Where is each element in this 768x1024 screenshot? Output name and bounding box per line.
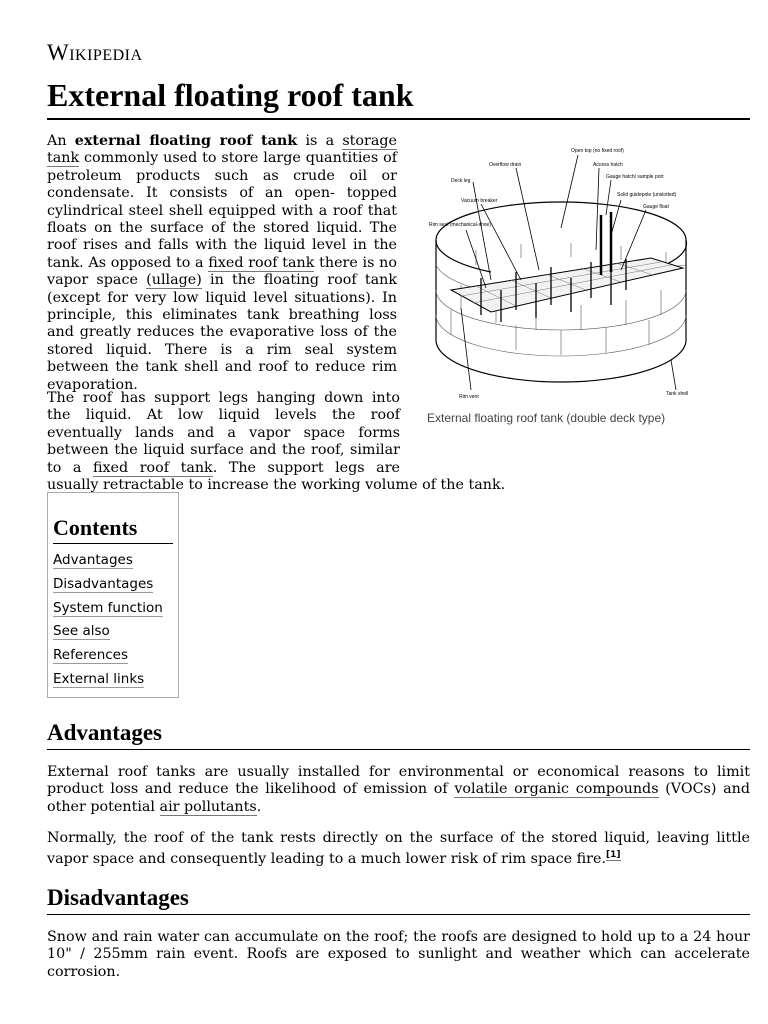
tank-diagram bbox=[421, 140, 701, 405]
support-legs-text: The roof has support legs hanging down into the liquid. At low liquid levels the roof eventually lands and a vapor space forms between the liquid surface and the roof, similar to a fixed roof tank. The support legs are usually retractable to increase the working volume of the tank. bbox=[47, 390, 506, 494]
page-title: External floating roof tank bbox=[47, 75, 750, 120]
toc-item-system-function[interactable]: System function bbox=[53, 599, 163, 616]
toc-item-references[interactable]: References bbox=[53, 647, 129, 664]
link-fixed-roof-tank-2[interactable]: fixed roof tank bbox=[92, 459, 213, 476]
toc-item-see-also[interactable]: See also bbox=[53, 623, 110, 640]
label-gauge-float: Gauge float bbox=[643, 204, 669, 210]
link-air-pollutants[interactable]: air pollutants bbox=[159, 798, 257, 815]
label-rim-seal: Rim seal (mechanical-shoe) bbox=[429, 222, 491, 228]
label-deck-leg: Deck leg bbox=[451, 178, 471, 184]
support-legs-paragraph bbox=[47, 390, 750, 494]
label-tank-shell: Tank shell bbox=[666, 391, 689, 397]
link-volatile-organic-compounds[interactable]: volatile organic compounds bbox=[454, 781, 659, 798]
link-fixed-roof-tank[interactable]: fixed roof tank bbox=[208, 254, 315, 271]
label-rim-vent: Rim vent bbox=[459, 394, 479, 400]
advantages-paragraph-1: External roof tanks are usually installed for environmental or economical reasons to limit product loss and reduce the likelihood of emission of volatile organic compounds (VOCs) and other potential air pollutants. bbox=[47, 764, 750, 815]
link-storage-tank[interactable]: storage tank bbox=[47, 133, 397, 167]
lead-bold-term: external floating roof tank bbox=[74, 133, 298, 149]
advantages-paragraph-2: Normally, the roof of the tank rests directly on the surface of the stored liquid, leaving little vapor space and consequently leading to a much lower risk of rim space fire.[1] bbox=[47, 830, 750, 868]
label-gauge-hatch: Gauge hatch/ sample port bbox=[606, 174, 664, 180]
label-overflow-drain: Overflow drain bbox=[489, 162, 522, 168]
label-open-top: Open top (no fixed roof) bbox=[571, 148, 624, 154]
figure-wrap-spacer bbox=[400, 390, 750, 460]
label-access-hatch: Access hatch bbox=[593, 162, 623, 168]
lead-paragraph: An external floating roof tank is a storage tank commonly used to store large quantities of petroleum products such as crude oil or condensate. It consists of an open- topped cylindrical steel shell equipped with a roof that floats on the surface of the stored liquid. The roof rises and falls with the liquid level in the tank. As opposed to a fixed roof tank there is no vapor space (ullage) in the floating roof tank (except for very low liquid level situations). In principle, this eliminates tank breathing loss and greatly reduces the evaporative loss of the stored liquid. There is a rim seal system between the tank shell and roof to reduce rim evaporation. bbox=[47, 133, 398, 393]
table-of-contents bbox=[47, 492, 179, 698]
toc-title: Contents bbox=[53, 515, 173, 544]
wikipedia-wordmark[interactable]: Wikipedia bbox=[47, 40, 143, 65]
citation-ref-1[interactable]: [1] bbox=[606, 850, 621, 861]
disadvantages-paragraph-1: Snow and rain water can accumulate on the roof; the roofs are designed to hold up to a 24 hour 10" / 255mm rain event. Roofs are exposed to sunlight and weather which can accelerate corrosion. bbox=[47, 929, 750, 980]
label-vacuum-breaker: Vacuum breaker bbox=[461, 198, 498, 204]
heading-disadvantages: Disadvantages bbox=[47, 884, 750, 915]
toc-item-disadvantages[interactable]: Disadvantages bbox=[53, 575, 154, 592]
tank-figure bbox=[421, 140, 701, 425]
link-ullage[interactable]: (ullage) bbox=[146, 272, 202, 289]
toc-item-advantages[interactable]: Advantages bbox=[53, 552, 133, 568]
toc-item-external-links[interactable]: External links bbox=[53, 670, 145, 687]
label-solid-guidepole: Solid guidepole (unslotted) bbox=[617, 192, 677, 198]
heading-advantages: Advantages bbox=[47, 719, 750, 750]
figure-caption: External floating roof tank (double deck type) bbox=[427, 411, 666, 425]
